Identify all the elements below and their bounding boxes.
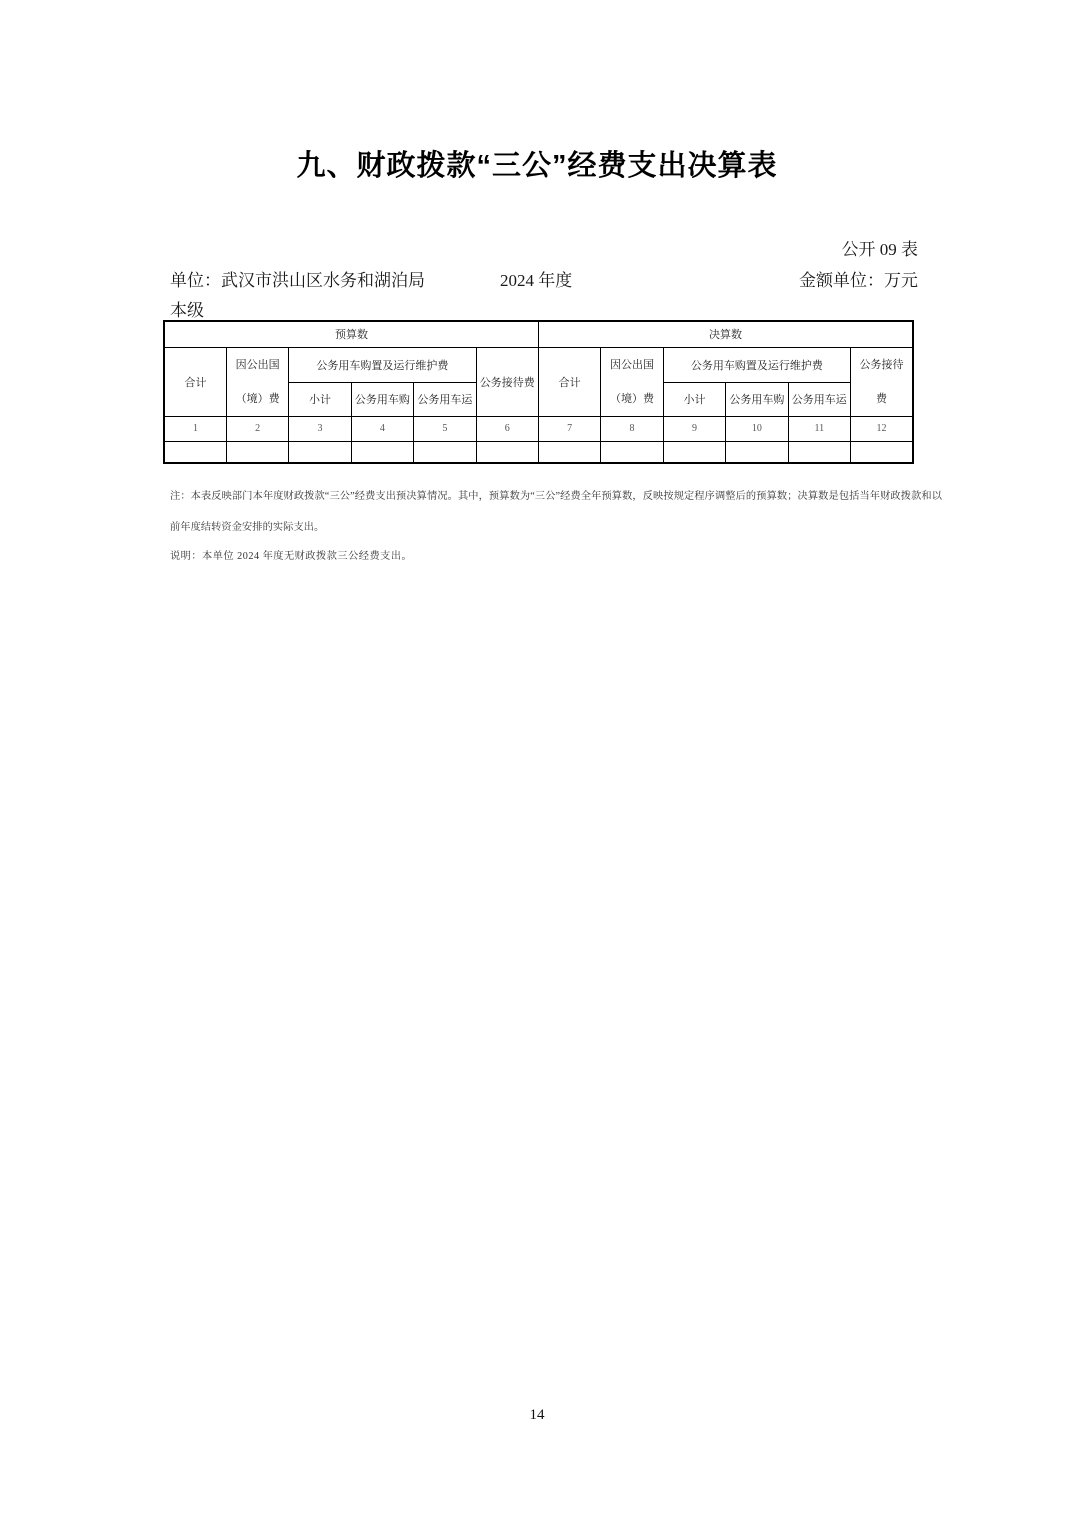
three-public-expense-table	[163, 320, 914, 464]
column-number-cell: 9	[663, 416, 725, 441]
header-final-reception-line1: 公务接待	[859, 358, 904, 371]
header-budget-purchase: 公务用车购	[351, 382, 413, 416]
empty-data-cell	[538, 441, 600, 463]
header-final-total: 合计	[538, 347, 600, 416]
header-final-abroad-line2: （境）费	[610, 392, 655, 405]
form-code: 公开 09 表	[841, 240, 918, 259]
header-final-purchase: 公务用车购	[726, 382, 788, 416]
header-final-reception-line2: 费	[875, 392, 887, 405]
column-number-cell: 8	[601, 416, 663, 441]
column-number-cell: 2	[226, 416, 288, 441]
empty-data-cell	[226, 441, 288, 463]
header-final-operation: 公务用车运	[788, 382, 850, 416]
empty-data-cell	[351, 441, 413, 463]
page-title: 九、财政拨款“三公”经费支出决算表	[296, 150, 778, 182]
column-number-cell: 6	[476, 416, 538, 441]
empty-data-cell	[850, 441, 913, 463]
unit-name: 单位：武汉市洪山区水务和湖泊局	[170, 271, 425, 290]
header-final-vehicle-group: 公务用车购置及运行维护费	[663, 347, 850, 382]
header-budget-abroad-line1: 因公出国	[235, 358, 280, 371]
table-group-header-row	[164, 321, 913, 347]
header-final-abroad-line1: 因公出国	[610, 358, 655, 371]
group-header-budget: 预算数	[164, 321, 538, 347]
header-final-abroad	[601, 347, 663, 416]
empty-data-cell	[663, 441, 725, 463]
column-number-row	[164, 416, 913, 441]
table-note: 注：本表反映部门本年度财政拨款“三公”经费支出预决算情况。其中，预算数为“三公”经费全年预算数，反映按规定程序调整后的预算数；决算数是包括当年财政拨款和以前年度结转资金安排的实际支出。	[170, 491, 942, 533]
header-budget-abroad-line2: （境）费	[235, 392, 280, 405]
fiscal-year: 2024 年度	[500, 271, 573, 290]
empty-data-cell	[289, 441, 351, 463]
header-budget-vehicle-group: 公务用车购置及运行维护费	[289, 347, 476, 382]
column-number-cell: 5	[414, 416, 476, 441]
column-number-cell: 3	[289, 416, 351, 441]
column-number-cell: 11	[788, 416, 850, 441]
column-number-cell: 7	[538, 416, 600, 441]
header-budget-total: 合计	[164, 347, 226, 416]
header-final-subtotal: 小计	[663, 382, 725, 416]
budget-level: 本级	[170, 301, 204, 320]
table-header-row-upper	[164, 347, 913, 382]
header-final-reception	[850, 347, 913, 416]
page-number: 14	[529, 1407, 545, 1423]
empty-data-row	[164, 441, 913, 463]
empty-data-cell	[788, 441, 850, 463]
group-header-final: 决算数	[538, 321, 913, 347]
column-number-cell: 1	[164, 416, 226, 441]
column-number-cell: 4	[351, 416, 413, 441]
empty-data-cell	[726, 441, 788, 463]
amount-unit: 金额单位：万元	[799, 271, 918, 290]
header-budget-subtotal: 小计	[289, 382, 351, 416]
empty-data-cell	[476, 441, 538, 463]
empty-data-cell	[164, 441, 226, 463]
header-budget-reception: 公务接待费	[476, 347, 538, 416]
header-budget-operation: 公务用车运	[414, 382, 476, 416]
header-budget-abroad	[226, 347, 288, 416]
column-number-cell: 12	[850, 416, 913, 441]
column-number-cell: 10	[726, 416, 788, 441]
empty-data-cell	[414, 441, 476, 463]
empty-data-cell	[601, 441, 663, 463]
statement-note: 说明：本单位 2024 年度无财政拨款三公经费支出。	[170, 551, 413, 562]
